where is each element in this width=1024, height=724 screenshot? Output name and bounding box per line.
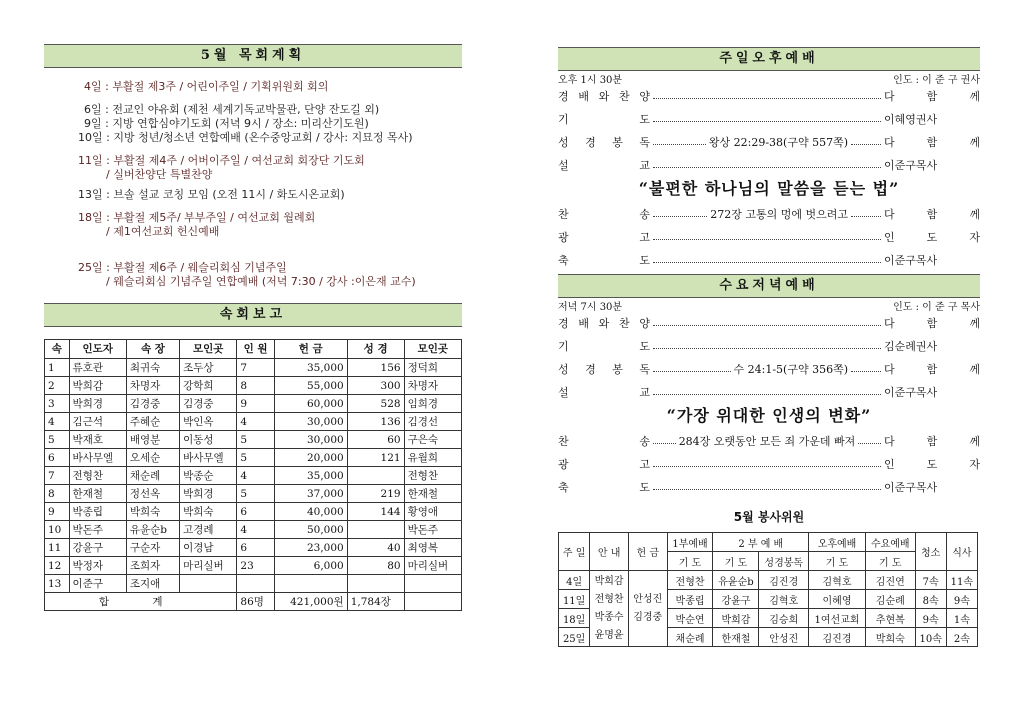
- table-row: 9 박종립 박희숙 박희숙 6 40,000 144 황영애: [45, 503, 462, 521]
- service-person: 이준구목사: [884, 480, 938, 494]
- volunteer-table: 주 일 안 내 헌 금 1부예배 2 부 예 배 오후예배 수요예배 청소 식사 기 도 기 도 성경봉독 기 도 기 도 4일 박희감 전형찬 박종수 윤명윤 안성진 김경중 전형찬 유윤순b 김진경 김혁호 김진연 7속 11속 11일 박종립 강윤구 김혁호 이혜영 김순례 8속 9속 18일 박순연 박희감 김승희 1여선교회 추현복 9속 1속 25일 채순례 한재철 안성진 김진경 박희숙 10속 2속: [558, 532, 978, 647]
- total-label: 합 계: [45, 593, 237, 611]
- table-row: 12 박정자 조희자 마리실버 23 6,000 80 마리실버: [45, 557, 462, 575]
- service-person: 이준구목사: [884, 385, 938, 399]
- plan-item: 6일 : 전교인 야유회 (제천 세계기독교박물관, 단양 잔도길 외): [84, 103, 380, 116]
- table-row: 7 전형찬 채순례 박종순 4 35,000 전형찬: [45, 467, 462, 485]
- service-row: [558, 107, 980, 130]
- plan-item: 11일 : 부활절 제4주 / 어버이주일 / 여선교회 회장단 기도회: [78, 154, 365, 167]
- sunday-leader: 인도 : 이 준 구 권사: [893, 75, 980, 86]
- table-row: 6 바사무엘 오세순 바사무엘 5 20,000 121 유월희: [45, 449, 462, 467]
- guide-cell: 박희감 전형찬 박종수 윤명윤: [590, 571, 629, 647]
- wed-leader: 인도 : 이 준 구 목사: [893, 302, 980, 313]
- service-label: 광 고: [558, 457, 650, 471]
- table-row: 25일 채순례 한재철 안성진 김진경 박희숙 10속 2속: [559, 628, 978, 647]
- service-person: 김순례권사: [884, 339, 938, 353]
- service-person: 이준구목사: [884, 253, 938, 267]
- service-label: 경 배 와 찬 양: [558, 316, 650, 330]
- table-row: 2 박희감 차명자 강학희 8 55,000 300 차명자: [45, 377, 462, 395]
- service-detail: 272장 고통의 멍에 벗으려고: [710, 207, 848, 221]
- sunday-title: 주일오후예배: [558, 47, 980, 71]
- plan-item: / 웨슬리회심 기념주일 연합예배 (저녁 7:30 / 강사 :이은재 교수): [106, 275, 416, 288]
- service-label: 기 도: [558, 339, 650, 353]
- report-title: 속회보고: [44, 303, 462, 327]
- plan-item: / 실버찬양단 특별찬양: [106, 168, 213, 181]
- service-person: 이준구목사: [884, 158, 938, 172]
- service-label: 찬 송: [558, 207, 650, 221]
- service-person: 다 함 께: [884, 207, 980, 221]
- service-label: 찬 송: [558, 434, 650, 448]
- total-row: [45, 593, 462, 611]
- plan-title: 5월 목회계획: [44, 44, 462, 68]
- service-label: 기 도: [558, 112, 650, 126]
- service-person: 다 함 께: [884, 316, 980, 330]
- total-money: 421,000원: [274, 593, 347, 611]
- table-header-row: [45, 340, 462, 359]
- sunday-time: 오후 1시 30분: [558, 75, 623, 86]
- wed-time: 저녁 7시 30분: [558, 302, 623, 313]
- service-person: 인 도 자: [884, 457, 980, 471]
- table-row: 3 박희경 김경중 김경중 9 60,000 528 임희경: [45, 395, 462, 413]
- plan-item: 9일 : 지방 연합심야기도회 (저녁 9시 / 장소: 미리산기도원): [84, 117, 369, 130]
- service-row: [558, 311, 980, 334]
- service-label: 성 경 봉 독: [558, 135, 650, 149]
- wed-order: [558, 298, 980, 498]
- service-label: 설 교: [558, 158, 650, 172]
- service-row: [558, 153, 980, 176]
- total-bible: 1,784장: [347, 593, 404, 611]
- offering-cell: 안성진 김경중: [628, 571, 667, 647]
- service-detail: 수 24:1-5(구약 356쪽): [733, 362, 848, 376]
- service-row: [558, 334, 980, 357]
- table-row: 1 류호관 최귀숙 조두상 7 35,000 156 정덕희: [45, 359, 462, 377]
- wed-sermon-title: “가장 위대한 인생의 변화”: [666, 406, 872, 425]
- service-row: [558, 130, 980, 153]
- table-row: 4일 박희감 전형찬 박종수 윤명윤 안성진 김경중 전형찬 유윤순b 김진경 김혁호 김진연 7속 11속: [559, 571, 978, 590]
- col-header: 성 경: [347, 340, 404, 359]
- total-people: 86명: [237, 593, 274, 611]
- left-page: [44, 44, 462, 611]
- service-row: [558, 84, 980, 107]
- sunday-sermon-title: “불편한 하나님의 말씀을 듣는 법”: [638, 179, 900, 198]
- service-detail: 284장 오랫동안 모든 죄 가운데 빠져: [678, 434, 856, 448]
- service-person: 다 함 께: [884, 89, 980, 103]
- right-page: [558, 47, 980, 647]
- table-row: 11 강윤구 구순자 이경남 6 23,000 40 최영복: [45, 539, 462, 557]
- service-label: 광 고: [558, 230, 650, 244]
- table-row: 8 한재철 정선옥 박희경 5 37,000 219 한재철: [45, 485, 462, 503]
- service-row: [558, 248, 980, 271]
- table-row: 5 박재호 배영분 이동성 5 30,000 60 구은숙: [45, 431, 462, 449]
- service-person: 다 함 께: [884, 434, 980, 448]
- col-header: 속: [45, 340, 70, 359]
- plan-item: 4일 : 부활절 제3주 / 어린이주일 / 기획위원회 회의: [84, 80, 329, 93]
- plan-item: / 제1여선교회 헌신예배: [106, 225, 220, 238]
- service-label: 축 도: [558, 480, 650, 494]
- plan-item: 13일 : 브솔 설교 코칭 모임 (오전 11시 / 화도시온교회): [78, 188, 345, 201]
- service-row: [558, 429, 980, 452]
- service-person: 다 함 께: [884, 135, 980, 149]
- service-label: 성 경 봉 독: [558, 362, 650, 376]
- col-header: 속 장: [126, 340, 179, 359]
- table-row: 4 김근석 주혜순 박인옥 4 30,000 136 김경선: [45, 413, 462, 431]
- service-row: [558, 357, 980, 380]
- col-header: 인 원: [237, 340, 274, 359]
- service-label: 설 교: [558, 385, 650, 399]
- service-person: 인 도 자: [884, 230, 980, 244]
- table-row: 11일 박종립 강윤구 김혁호 이혜영 김순례 8속 9속: [559, 590, 978, 609]
- service-row: [558, 475, 980, 498]
- table-row: 18일 박순연 박희감 김승희 1여선교회 추현복 9속 1속: [559, 609, 978, 628]
- plan-list: [44, 68, 462, 289]
- col-header: 모인곳: [404, 340, 461, 359]
- service-person: 이혜영권사: [884, 112, 938, 126]
- service-person: 다 함 께: [884, 362, 980, 376]
- table-row: 13 이준구 조지애: [45, 575, 462, 593]
- sunday-order: [558, 71, 980, 271]
- service-row: [558, 202, 980, 225]
- service-row: [558, 380, 980, 403]
- table-row: 10 박돈주 유윤순b 고경례 4 50,000 박돈주: [45, 521, 462, 539]
- cell-report-table: [44, 339, 462, 611]
- plan-item: 25일 : 부활절 제6주 / 웨슬리회심 기념주일: [78, 261, 287, 274]
- col-header: 헌 금: [274, 340, 347, 359]
- service-label: 축 도: [558, 253, 650, 267]
- plan-item: 18일 : 부활절 제5주/ 부부주일 / 여선교회 월례회: [78, 211, 316, 224]
- service-row: [558, 452, 980, 475]
- volunteer-title: 5월 봉사위원: [733, 510, 805, 524]
- wed-title: 수요저녁예배: [558, 274, 980, 298]
- service-row: [558, 225, 980, 248]
- plan-item: 10일 : 지방 청년/청소년 연합예배 (온수중앙교회 / 강사: 지묘정 목사): [78, 131, 413, 144]
- service-label: 경 배 와 찬 양: [558, 89, 650, 103]
- service-detail: 왕상 22:29-38(구약 557쪽): [708, 135, 848, 149]
- col-header: 모인곳: [180, 340, 237, 359]
- col-header: 인도자: [69, 340, 126, 359]
